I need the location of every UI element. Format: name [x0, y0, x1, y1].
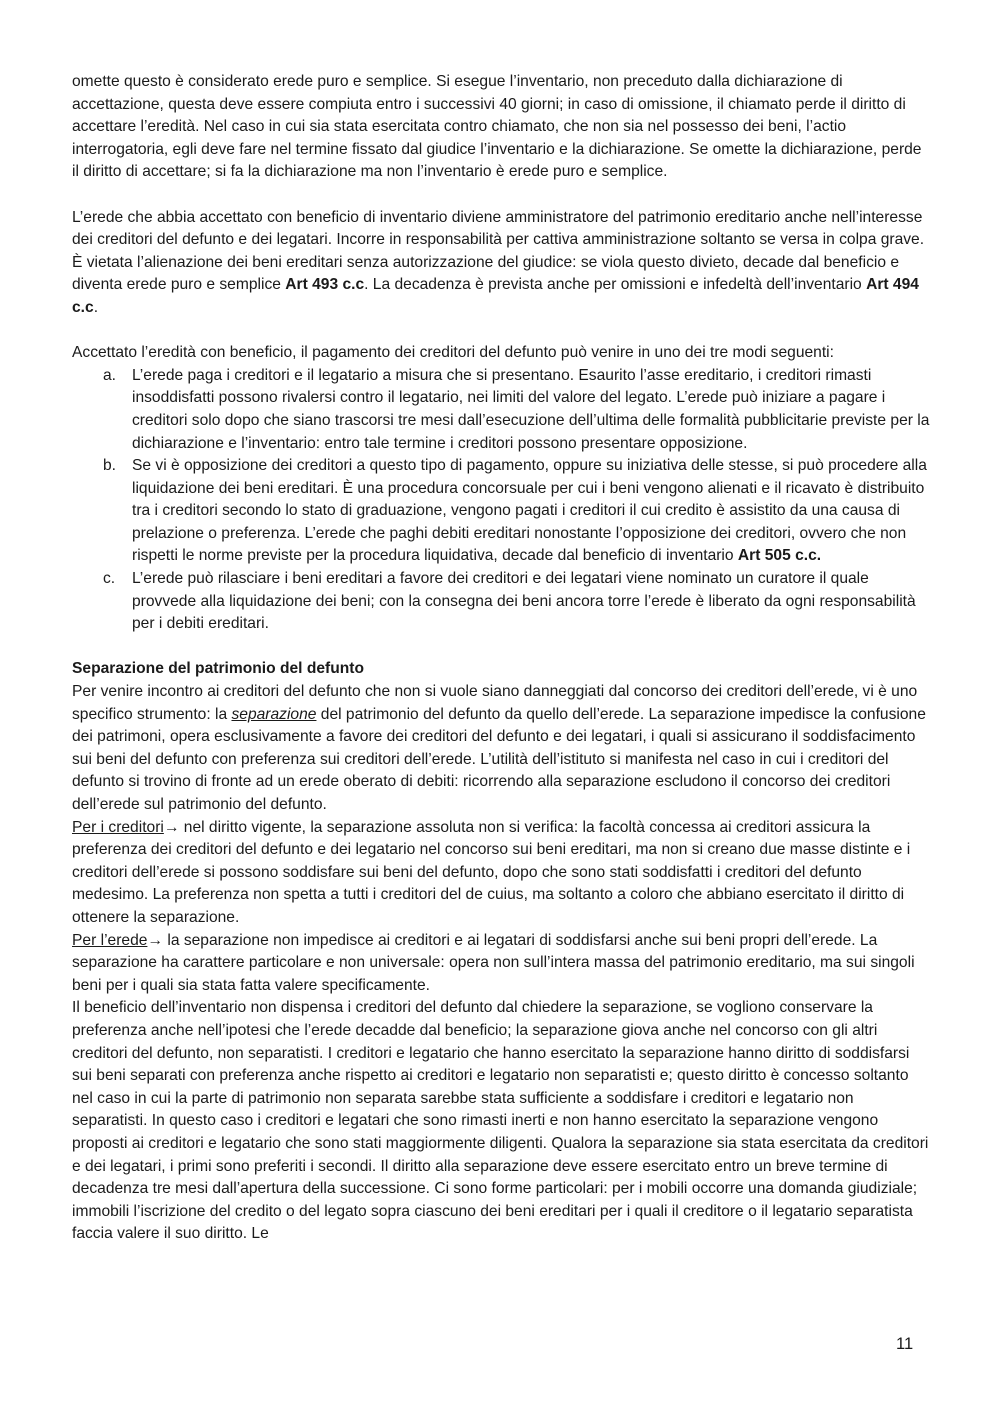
list-item-text: L’erede paga i creditori e il legatario a misura che si presentano. Esaurito l’asse ereditario, i creditori rimasti insoddisfatti possono rivalersi contro il legatario, nei limiti del valore del legato. L’erede può iniziare a pagare i creditori solo dopo che siano trascorsi tre mesi dall’esecuzione dell’ultima delle formalità pubblicitarie previste per la dichiarazione e l’inventario: entro tale termine i creditori possono presentare opposizione.	[132, 366, 930, 452]
arrow-right-icon: →	[163, 818, 180, 836]
text-run: nel diritto vigente, la separazione assoluta non si verifica: la facoltà concessa ai creditori assicura la preferenza dei creditori del defunto e dei legatario nel concorso sui beni ereditari, ma non si creano due masse distinte e i creditori dell’erede si possono soddisfare sui beni del defunto, dopo che sono stati soddisfatti i creditori del defunto medesimo. La preferenza non spetta a tutti i creditori del de cuius, ma soltanto a coloro che abbiano esercitato il diritto di ottenere la separazione.	[72, 818, 911, 926]
list-item	[72, 455, 932, 568]
page-number: 11	[896, 1335, 914, 1353]
article-reference: Art 505 c.c.	[737, 547, 822, 565]
list-item-text: L’erede può rilasciare i beni ereditari a favore dei creditori e dei legatari viene nominato un curatore il quale provvede alla liquidazione dei beni; con la consegna dei beni ancora torre l’erede è liberato da ogni responsabilità per i debiti ereditari.	[132, 570, 916, 633]
paragraph-gap	[72, 636, 932, 659]
payment-methods-list	[72, 365, 932, 636]
section-heading: Separazione del patrimonio del defunto	[72, 660, 364, 678]
paragraph-inventario: omette questo è considerato erede puro e semplice. Si esegue l’inventario, non preceduto dalla dichiarazione di accettazione, questa deve essere compiuta entro i successivi 40 giorni; in caso di omissione, il chiamato perde il diritto di accettare l’eredità. Nel caso in cui sia stata esercitata contro chiamato, che non sia nel possesso dei beni, l’actio interrogatoria, egli deve fare nel termine fissato dal giudice l’inventario e la dichiarazione. Se omette la dichiarazione, perde il diritto di accettare; si fa la dichiarazione ma non l’inventario è erede puro e semplice.	[72, 73, 922, 181]
article-reference: Art 493 c.c	[285, 276, 365, 294]
list-item	[72, 365, 932, 455]
paragraph-gap	[72, 184, 932, 207]
text-run: .	[93, 298, 99, 316]
paragraph-pagamento-intro: Accettato l’eredità con beneficio, il pagamento dei creditori del defunto può venire in uno dei tre modi seguenti:	[72, 344, 834, 362]
subsection-label: Per l’erede	[72, 931, 148, 949]
paragraph-amministratore	[72, 207, 932, 320]
paragraph-separazione	[72, 681, 932, 817]
list-item	[72, 568, 932, 636]
text-run: Per venire incontro ai creditori del defunto che non si vuole siano danneggiati dal concorso dei creditori dell’erede, vi è uno specifico strumento: la	[72, 683, 918, 723]
paragraph-beneficio: Il beneficio dell’inventario non dispensa i creditori del defunto dal chiedere la separazione, se vogliono conservare la preferenza anche nell’ipotesi che l’erede decadde dal beneficio; la separazione giova anche nel concorso con gli altri creditori del defunto, non separatisti. I creditori e legatario che hanno esercitato la separazione hanno diritto di soddisfarsi sui beni separati con preferenza anche rispetto ai creditori e legatario non separatisti e; questo diritto è concesso soltanto nel caso in cui la parte di patrimonio non separata sarebbe stata sufficiente a soddisfare i creditori e legatario non separatisti. In questo caso i creditori e legatari che sono rimasti inerti e non hanno esercitato la separazione vengono proposti ai creditori e legatario che sono stati maggiormente diligenti. Qualora la separazione sia stata esercitata da creditori e dei legatari, i primi sono preferiti i secondi. Il diritto alla separazione deve essere esercitato entro un breve termine di decadenza tre mesi dall’apertura della successione. Ci sono forme particolari: per i mobili occorre una domanda giudiziale; immobili l’iscrizione del credito o del legato sopra ciascuno dei beni ereditari per i quali il creditore o il legatario separatista faccia valere il suo diritto. Le	[72, 999, 929, 1243]
arrow-right-icon: →	[147, 931, 164, 949]
paragraph-per-i-creditori	[72, 817, 932, 930]
text-run: . La decadenza è prevista anche per omissioni e infedeltà dell’inventario	[364, 276, 867, 294]
text-run: la separazione non impedisce ai creditori e ai legatari di soddisfarsi anche sui beni propri dell’erede. La separazione ha carattere particolare e non universale: opera non sull’intera massa del patrimonio ereditario, ma sui singoli beni per i quali sia stata fatta valere specificamente.	[72, 931, 915, 994]
list-item-text: Se vi è opposizione dei creditori a questo tipo di pagamento, oppure su iniziativa delle stesse, si può procedere alla liquidazione dei beni ereditari. È una procedura concorsuale per cui i beni vengono alienati e il ricavato è distribuito tra i creditori secondo lo stato di graduazione, vengono pagati i creditori il cui credito è assistito da una causa di prelazione o preferenza. L’erede che paghi debiti ereditari nonostante l’opposizione dei creditori, ovvero che non rispetti le norme previste per la procedura liquidativa, decade dal beneficio di inventario	[132, 457, 927, 565]
subsection-label: Per i creditori	[72, 818, 164, 836]
document-body	[72, 71, 932, 1246]
article-reference: Art 494 c.c	[72, 276, 919, 316]
text-run: del patrimonio del defunto da quello dell’erede. La separazione impedisce la confusione dei patrimoni, opera esclusivamente a favore dei creditori del defunto e dei legatari, i quali si assicurano il soddisfacimento sui beni del defunto con preferenza sui creditori dell’erede. L’utilità dell’istituto si manifesta nel caso in cui i creditori del defunto si trovino di fronte ad un erede oberato di debiti: ricorrendo alla separazione escludono il concorso dei creditori dell’erede sul patrimonio del defunto.	[72, 705, 926, 813]
key-term: separazione	[231, 705, 317, 723]
list-marker: a.	[103, 366, 117, 384]
paragraph-gap	[72, 320, 932, 343]
paragraph-per-l-erede	[72, 930, 932, 998]
text-run: L’erede che abbia accettato con beneficio di inventario diviene amministratore del patrimonio ereditario anche nell’interesse dei creditori del defunto e dei legatari. Incorre in responsabilità per cattiva amministrazione soltanto se versa in colpa grave. È vietata l’alienazione dei beni ereditari senza autorizzazione del giudice: se viola questo divieto, decade dal beneficio e diventa erede puro e semplice	[72, 208, 925, 294]
list-marker: c.	[103, 570, 116, 588]
list-marker: b.	[103, 457, 117, 475]
